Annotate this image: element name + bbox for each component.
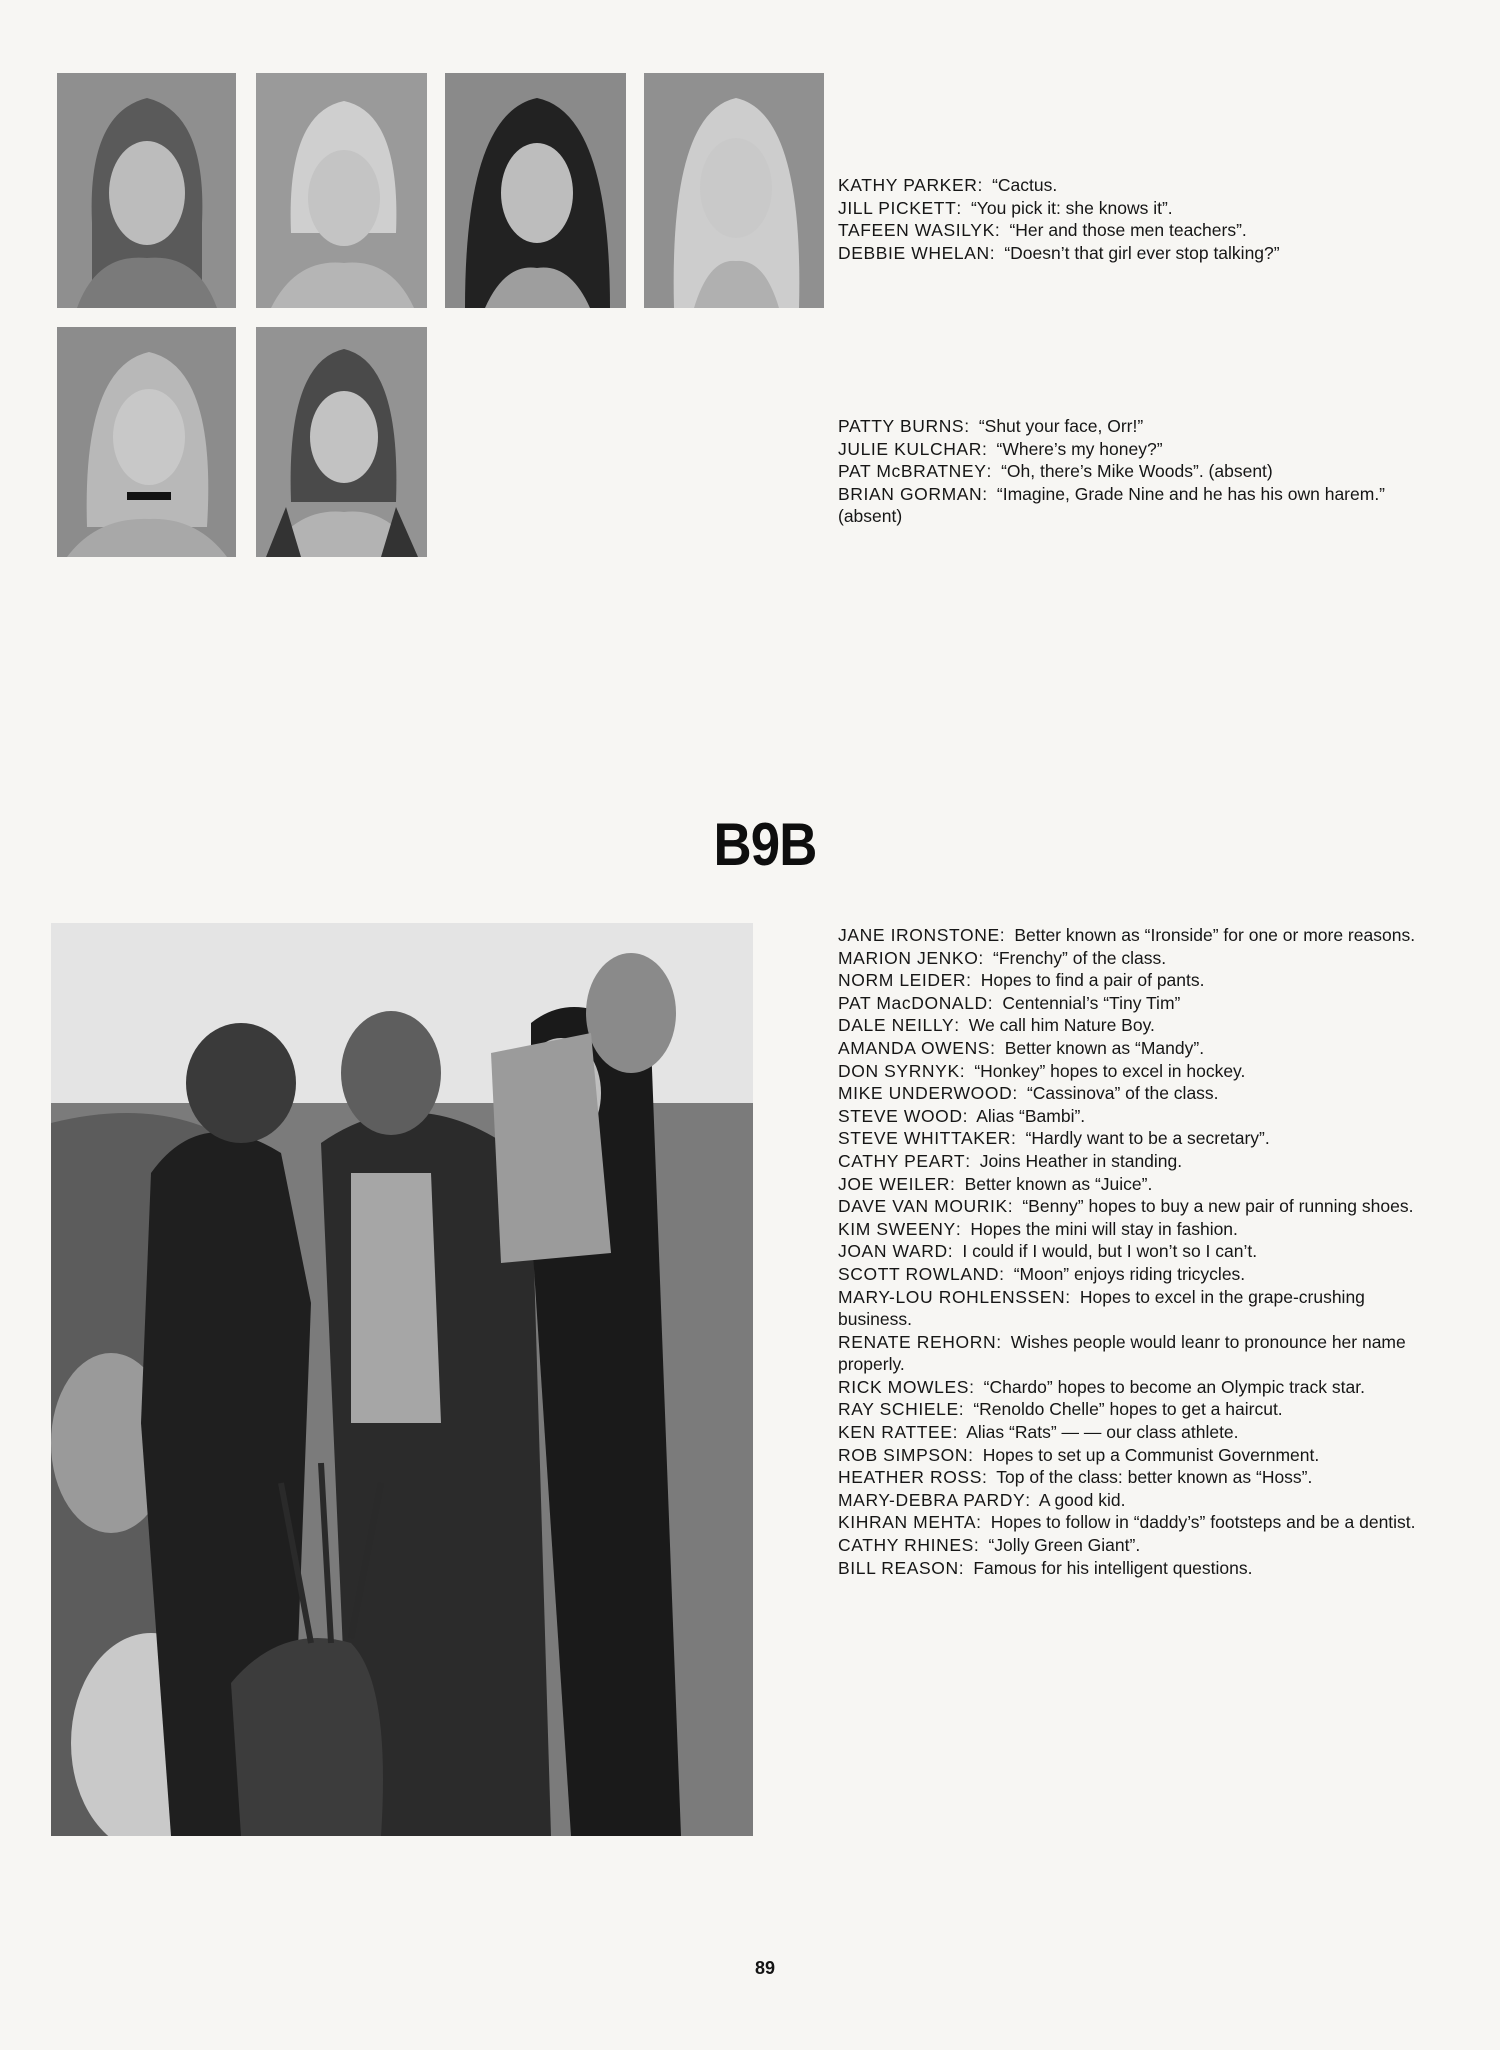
- class-list-entry: ROB SIMPSON: Hopes to set up a Communist Government.: [838, 1444, 1320, 1465]
- class-list-entry: MIKE UNDERWOOD: “Cassinova” of the class.: [838, 1083, 1219, 1104]
- class-list: [838, 924, 1438, 1579]
- student-quote: Famous for his intelligent questions.: [973, 1557, 1253, 1578]
- class-list-entry: JANE IRONSTONE: Better known as “Ironside” for one or more reasons.: [838, 925, 1416, 945]
- student-name: STEVE WHITTAKER: [838, 1128, 1011, 1149]
- caption-line: JILL PICKETT: “You pick it: she knows it”.: [838, 197, 1173, 218]
- student-name: HEATHER ROSS: [838, 1467, 982, 1488]
- student-quote: Top of the class: better known as “Hoss”.: [996, 1467, 1313, 1488]
- portrait-photo: [57, 327, 236, 557]
- page-number: 89: [754, 1958, 776, 1978]
- portrait-photo: [256, 327, 427, 557]
- student-quote: “Doesn’t that girl ever stop talking?”: [1004, 242, 1280, 263]
- student-quote: Hopes to excel in the grape-crushing business.: [838, 1286, 1365, 1330]
- portrait-captions-row-2: [838, 415, 1398, 528]
- student-name: PATTY BURNS: [838, 416, 965, 436]
- portrait-captions-row-1: [838, 174, 1398, 264]
- student-name: MARY-LOU ROHLENSSEN: [838, 1286, 1066, 1307]
- student-quote: “Oh, there’s Mike Woods”. (absent): [1001, 461, 1273, 482]
- caption-line: JULIE KULCHAR: “Where’s my honey?”: [838, 438, 1163, 459]
- caption-line: DEBBIE WHELAN: “Doesn’t that girl ever stop talking?”: [838, 242, 1280, 263]
- student-quote: “Honkey” hopes to excel in hockey.: [974, 1060, 1246, 1081]
- student-name: KATHY PARKER: [838, 175, 978, 195]
- class-list-entry: RICK MOWLES: “Chardo” hopes to become an Olympic track star.: [838, 1376, 1365, 1397]
- class-list-entry: CATHY RHINES: “Jolly Green Giant”.: [838, 1535, 1141, 1556]
- student-quote: “Renoldo Chelle” hopes to get a haircut.: [973, 1399, 1283, 1420]
- class-list-entry: JOE WEILER: Better known as “Juice”.: [838, 1173, 1153, 1194]
- student-quote: “Where’s my honey?”: [996, 438, 1163, 459]
- student-name: STEVE WOOD: [838, 1105, 963, 1126]
- class-group-photo: [51, 923, 753, 1836]
- portrait-photo: [256, 73, 427, 308]
- class-list-entry: KEN RATTEE: Alias “Rats” — — our class athlete.: [838, 1422, 1239, 1443]
- portrait-photo: [445, 73, 626, 308]
- student-name: JOAN WARD: [838, 1241, 948, 1262]
- student-name: BRIAN GORMAN: [838, 483, 983, 504]
- student-quote: Alias “Rats” — — our class athlete.: [966, 1422, 1239, 1443]
- student-name: SCOTT ROWLAND: [838, 1263, 1000, 1284]
- class-list-entry: SCOTT ROWLAND: “Moon” enjoys riding tricycles.: [838, 1263, 1246, 1284]
- portrait-photo: [57, 73, 236, 308]
- class-list-entry: PAT MacDONALD: Centennial’s “Tiny Tim”: [838, 992, 1181, 1013]
- class-list-entry: MARY-LOU ROHLENSSEN: Hopes to excel in the grape-crushing business.: [838, 1286, 1365, 1330]
- student-name: MARY-DEBRA PARDY: [838, 1489, 1026, 1510]
- class-list-entry: MARION JENKO: “Frenchy” of the class.: [838, 947, 1167, 968]
- class-list-entry: STEVE WOOD: Alias “Bambi”.: [838, 1105, 1086, 1126]
- student-quote: Better known as “Ironside” for one or more reasons.: [1014, 925, 1416, 945]
- student-name: JANE IRONSTONE: [838, 925, 1000, 945]
- student-name: JOE WEILER: [838, 1173, 950, 1194]
- student-quote: Better known as “Juice”.: [964, 1173, 1153, 1194]
- student-name: ROB SIMPSON: [838, 1444, 969, 1465]
- student-quote: Hopes to follow in “daddy’s” footsteps and be a dentist.: [990, 1512, 1416, 1533]
- student-name: RENATE REHORN: [838, 1331, 997, 1352]
- student-quote: “Benny” hopes to buy a new pair of running shoes.: [1022, 1196, 1414, 1217]
- student-name: DALE NEILLY: [838, 1015, 955, 1036]
- class-list-entry: AMANDA OWENS: Better known as “Mandy”.: [838, 1037, 1205, 1058]
- class-list-entry: KIM SWEENY: Hopes the mini will stay in fashion.: [838, 1218, 1238, 1239]
- student-quote: “Cassinova” of the class.: [1026, 1083, 1219, 1104]
- student-name: AMANDA OWENS: [838, 1037, 991, 1058]
- caption-line: KATHY PARKER: “Cactus.: [838, 175, 1058, 195]
- student-name: DON SYRNYK: [838, 1060, 960, 1081]
- student-quote: “Her and those men teachers”.: [1009, 220, 1247, 241]
- section-title: B9B: [713, 811, 817, 878]
- class-list-entry: RENATE REHORN: Wishes people would leanr to pronounce her name properly.: [838, 1331, 1406, 1375]
- class-list-entry: KIHRAN MEHTA: Hopes to follow in “daddy’s” footsteps and be a dentist.: [838, 1512, 1416, 1533]
- student-name: MIKE UNDERWOOD: [838, 1083, 1013, 1104]
- student-name: NORM LEIDER: [838, 970, 967, 991]
- student-quote: Hopes to set up a Communist Government.: [982, 1444, 1320, 1465]
- student-name: JILL PICKETT: [838, 197, 957, 218]
- student-name: TAFEEN WASILYK: [838, 220, 995, 241]
- student-name: PAT McBRATNEY: [838, 461, 987, 482]
- student-name: JULIE KULCHAR: [838, 438, 982, 459]
- student-quote: Hopes the mini will stay in fashion.: [970, 1218, 1238, 1239]
- student-quote: Hopes to find a pair of pants.: [980, 970, 1205, 991]
- portrait-photo: [644, 73, 824, 308]
- student-quote: Better known as “Mandy”.: [1004, 1037, 1205, 1058]
- caption-line: TAFEEN WASILYK: “Her and those men teachers”.: [838, 220, 1247, 241]
- student-quote: A good kid.: [1038, 1489, 1126, 1510]
- class-list-entry: BILL REASON: Famous for his intelligent questions.: [838, 1557, 1253, 1578]
- class-list-entry: DALE NEILLY: We call him Nature Boy.: [838, 1015, 1155, 1036]
- student-quote: “Frenchy” of the class.: [993, 947, 1167, 968]
- class-list-entry: STEVE WHITTAKER: “Hardly want to be a secretary”.: [838, 1128, 1270, 1149]
- class-list-entry: HEATHER ROSS: Top of the class: better known as “Hoss”.: [838, 1467, 1313, 1488]
- caption-line: BRIAN GORMAN: “Imagine, Grade Nine and he has his own harem.” (absent): [838, 483, 1386, 527]
- class-list-entry: MARY-DEBRA PARDY: A good kid.: [838, 1489, 1126, 1510]
- student-name: BILL REASON: [838, 1557, 959, 1578]
- student-quote: I could if I would, but I won’t so I can’t.: [962, 1241, 1258, 1262]
- student-quote: Centennial’s “Tiny Tim”: [1002, 992, 1181, 1013]
- student-quote: “Moon” enjoys riding tricycles.: [1013, 1263, 1246, 1284]
- student-quote: “You pick it: she knows it”.: [970, 197, 1173, 218]
- class-list-entry: NORM LEIDER: Hopes to find a pair of pants.: [838, 970, 1205, 991]
- class-list-entry: DAVE VAN MOURIK: “Benny” hopes to buy a new pair of running shoes.: [838, 1196, 1414, 1217]
- student-name: PAT MacDONALD: [838, 992, 988, 1013]
- student-name: RICK MOWLES: [838, 1376, 970, 1397]
- student-quote: Alias “Bambi”.: [976, 1105, 1086, 1126]
- student-quote: Joins Heather in standing.: [979, 1150, 1183, 1171]
- student-quote: “Shut your face, Orr!”: [978, 416, 1144, 436]
- student-quote: “Cactus.: [992, 175, 1058, 195]
- student-quote: “Chardo” hopes to become an Olympic track star.: [983, 1376, 1365, 1397]
- caption-line: PAT McBRATNEY: “Oh, there’s Mike Woods”. (absent): [838, 461, 1273, 482]
- student-quote: “Jolly Green Giant”.: [988, 1535, 1141, 1556]
- student-name: KIM SWEENY: [838, 1218, 956, 1239]
- class-list-entry: JOAN WARD: I could if I would, but I won’t so I can’t.: [838, 1241, 1258, 1262]
- student-quote: We call him Nature Boy.: [968, 1015, 1155, 1036]
- student-quote: “Hardly want to be a secretary”.: [1025, 1128, 1270, 1149]
- student-name: KIHRAN MEHTA: [838, 1512, 977, 1533]
- student-name: DAVE VAN MOURIK: [838, 1196, 1008, 1217]
- student-quote: Wishes people would leanr to pronounce her name properly.: [838, 1331, 1406, 1375]
- caption-line: PATTY BURNS: “Shut your face, Orr!”: [838, 416, 1144, 436]
- student-name: MARION JENKO: [838, 947, 979, 968]
- class-list-entry: RAY SCHIELE: “Renoldo Chelle” hopes to get a haircut.: [838, 1399, 1283, 1420]
- class-list-entry: CATHY PEART: Joins Heather in standing.: [838, 1150, 1183, 1171]
- student-name: RAY SCHIELE: [838, 1399, 959, 1420]
- student-name: KEN RATTEE: [838, 1422, 953, 1443]
- student-name: DEBBIE WHELAN: [838, 242, 990, 263]
- student-name: CATHY PEART: [838, 1150, 966, 1171]
- student-quote: “Imagine, Grade Nine and he has his own harem.” (absent): [838, 483, 1386, 527]
- class-list-entry: DON SYRNYK: “Honkey” hopes to excel in hockey.: [838, 1060, 1246, 1081]
- student-name: CATHY RHINES: [838, 1535, 974, 1556]
